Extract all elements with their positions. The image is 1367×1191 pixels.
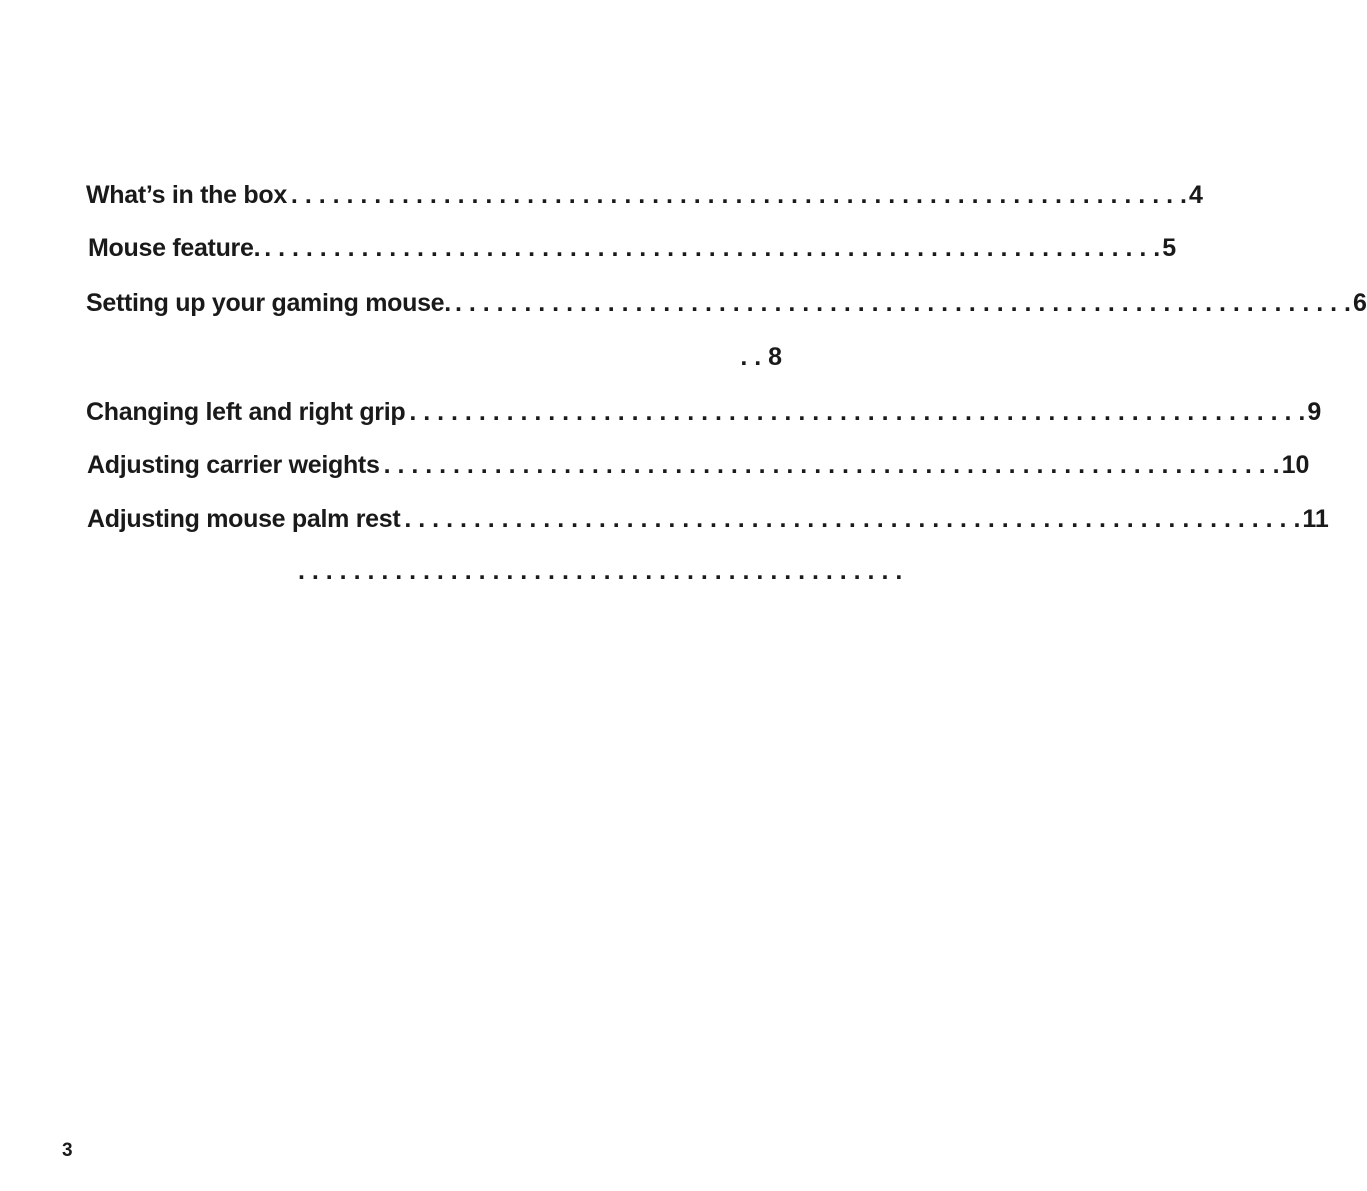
toc-entry-page-8[interactable] — [730, 338, 782, 372]
toc-leader-dots — [384, 450, 1280, 480]
toc-leader-dots — [409, 397, 1305, 427]
toc-entry-title: Setting up your gaming mouse. — [86, 289, 451, 317]
toc-leader-dots — [455, 288, 1351, 318]
toc-entry-page: 11 — [1302, 505, 1329, 533]
toc-entry-title: Changing left and right grip — [86, 398, 406, 426]
toc-entry-title: Adjusting carrier weights — [87, 451, 380, 479]
toc-entry-title: What’s in the box — [86, 181, 287, 209]
toc-leader-dots — [264, 233, 1160, 263]
toc-entry-page: 6 — [1352, 289, 1367, 317]
toc-entry-title: Mouse feature. — [88, 234, 261, 262]
toc-entry-page: 10 — [1281, 451, 1310, 479]
toc-entry-carrier-weights[interactable] — [87, 446, 1310, 480]
toc-leader-dots — [404, 504, 1300, 534]
toc-entry-changing-grip[interactable] — [86, 393, 1322, 427]
page-number: 3 — [62, 1140, 73, 1161]
toc-entry-mouse-feature[interactable] — [88, 229, 1177, 263]
toc-entry-page: . . 8 — [740, 343, 782, 371]
toc-entry-title: Adjusting mouse palm rest — [87, 505, 401, 533]
toc-entry-page: 5 — [1162, 234, 1177, 262]
toc-leader-dots — [291, 180, 1187, 210]
toc-entry-palm-rest[interactable] — [87, 500, 1329, 534]
toc-entry-setting-up[interactable] — [86, 284, 1367, 318]
toc-orphan-leader-dots: . . . . . . . . . . . . . . . . . . . . . . . . . . . . . . . . . . . . . . . . . . . . — [298, 557, 903, 585]
toc-entry-page: 4 — [1188, 181, 1203, 209]
toc-entry-page: 9 — [1307, 398, 1322, 426]
toc-entry-whats-in-the-box[interactable] — [86, 176, 1203, 210]
